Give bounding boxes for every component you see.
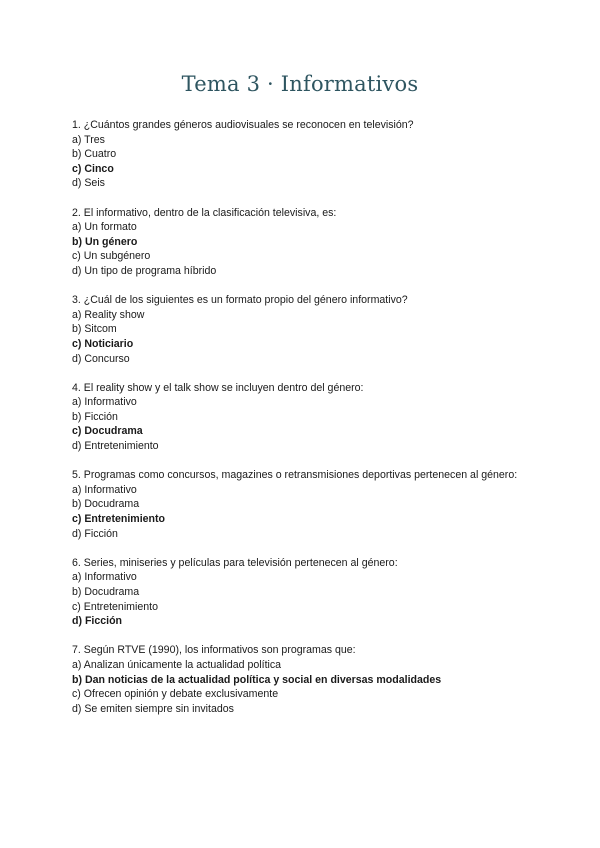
option-a: a) Informativo bbox=[72, 483, 137, 496]
question-1 bbox=[72, 118, 532, 191]
question-7 bbox=[72, 643, 532, 716]
option-d: d) Concurso bbox=[72, 352, 130, 365]
option-d: d) Se emiten siempre sin invitados bbox=[72, 702, 234, 715]
option-b: b) Ficción bbox=[72, 410, 118, 423]
option-c-correct: c) Noticiario bbox=[72, 337, 134, 350]
question-text: 1. ¿Cuántos grandes géneros audiovisuales se reconocen en televisión? bbox=[72, 119, 414, 131]
option-d-correct: d) Ficción bbox=[72, 615, 123, 628]
option-c: c) Entretenimiento bbox=[72, 600, 158, 613]
question-3 bbox=[72, 293, 532, 366]
question-text: 4. El reality show y el talk show se incluyen dentro del género: bbox=[72, 381, 364, 394]
option-c-correct: c) Cinco bbox=[72, 162, 114, 175]
option-b: b) Sitcom bbox=[72, 323, 117, 336]
quiz bbox=[72, 118, 532, 731]
option-a: a) Informativo bbox=[72, 396, 137, 409]
option-d: d) Ficción bbox=[72, 527, 118, 540]
option-a: a) Informativo bbox=[72, 571, 137, 584]
option-a: a) Tres bbox=[72, 133, 105, 146]
option-b: b) Docudrama bbox=[72, 586, 140, 598]
question-text: 7. Según RTVE (1990), los informativos son programas que: bbox=[72, 644, 356, 657]
question-text: 3. ¿Cuál de los siguientes es un formato propio del género informativo? bbox=[72, 294, 408, 307]
option-a: a) Analizan únicamente la actualidad política bbox=[72, 658, 282, 671]
option-c-correct: c) Entretenimiento bbox=[72, 513, 166, 526]
question-5 bbox=[72, 468, 532, 541]
question-text: 6. Series, miniseries y películas para televisión pertenecen al género: bbox=[72, 556, 398, 569]
option-c: c) Un subgénero bbox=[72, 250, 151, 263]
option-d: d) Seis bbox=[72, 177, 105, 190]
option-c-correct: c) Docudrama bbox=[72, 425, 143, 438]
option-b-correct: b) Dan noticias de la actualidad política y social en diversas modalidades bbox=[72, 673, 442, 686]
option-d: d) Entretenimiento bbox=[72, 440, 159, 453]
option-c: c) Ofrecen opinión y debate exclusivamente bbox=[72, 688, 279, 701]
option-b: b) Cuatro bbox=[72, 148, 117, 161]
question-text: 2. El informativo, dentro de la clasificación televisiva, es: bbox=[72, 206, 337, 219]
question-text: 5. Programas como concursos, magazines o retransmisiones deportivas pertenecen al género: bbox=[72, 469, 518, 482]
question-6 bbox=[72, 556, 532, 629]
option-d: d) Un tipo de programa híbrido bbox=[72, 264, 217, 277]
question-2 bbox=[72, 206, 532, 279]
page-title: Tema 3 · Informativos bbox=[181, 72, 419, 96]
option-a: a) Un formato bbox=[72, 221, 137, 234]
option-b-correct: b) Un género bbox=[72, 235, 138, 248]
question-4 bbox=[72, 381, 532, 454]
option-b: b) Docudrama bbox=[72, 498, 140, 511]
option-a: a) Reality show bbox=[72, 308, 145, 321]
